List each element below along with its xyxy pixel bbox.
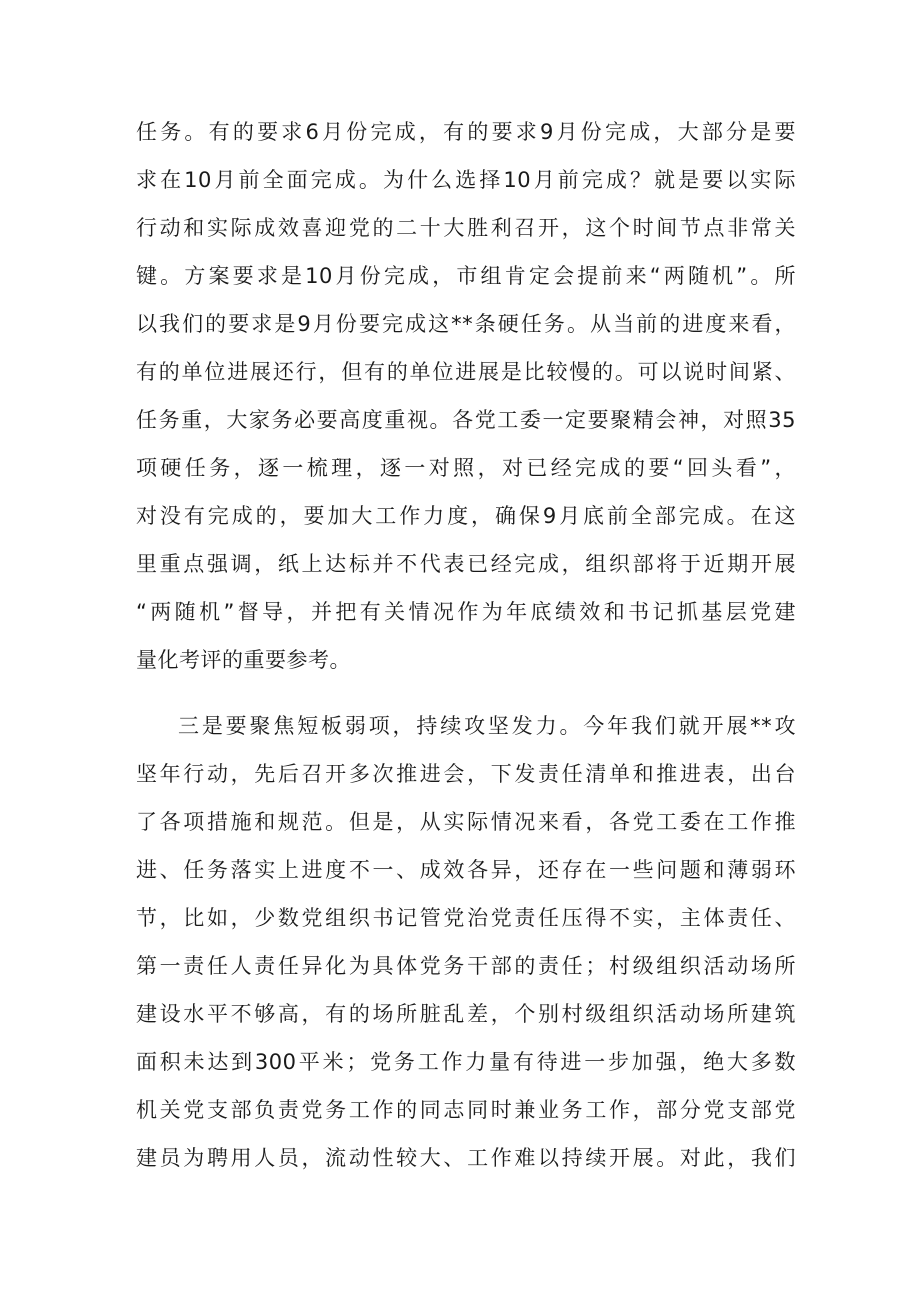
text-line: 以我们的要求是9月份要完成这**条硬任务。从当前的进度来看，: [136, 312, 796, 336]
text-line: 建设水平不够高，有的场所脏乱差，个别村级组织活动场所建筑: [136, 1002, 796, 1026]
text-line: 建员为聘用人员，流动性较大、工作难以持续开展。对此，我们: [136, 1146, 796, 1170]
text-line: “两随机”督导，并把有关情况作为年底绩效和书记抓基层党建: [136, 600, 796, 624]
text-line: 对没有完成的，要加大工作力度，确保9月底前全部完成。在这: [136, 504, 796, 528]
text-line: 节，比如，少数党组织书记管党治党责任压得不实，主体责任、: [136, 906, 796, 930]
text-line: 了各项措施和规范。但是，从实际情况来看，各党工委在工作推: [136, 810, 796, 834]
text-line: 有的单位进展还行，但有的单位进展是比较慢的。可以说时间紧、: [136, 360, 796, 384]
text-line: 第一责任人责任异化为具体党务干部的责任；村级组织活动场所: [136, 954, 796, 978]
text-line: 机关党支部负责党务工作的同志同时兼业务工作，部分党支部党: [136, 1098, 796, 1122]
text-line: 任务。有的要求6月份完成，有的要求9月份完成，大部分是要: [136, 120, 796, 144]
text-line: 进、任务落实上进度不一、成效各异，还存在一些问题和薄弱环: [136, 858, 796, 882]
text-line: 项硬任务，逐一梳理，逐一对照，对已经完成的要“回头看”，: [136, 456, 796, 480]
text-line: 坚年行动，先后召开多次推进会，下发责任清单和推进表，出台: [136, 762, 796, 786]
paragraph-1: [136, 108, 796, 684]
text-line: 行动和实际成效喜迎党的二十大胜利召开，这个时间节点非常关: [136, 216, 796, 240]
text-line: 任务重，大家务必要高度重视。各党工委一定要聚精会神，对照35: [136, 408, 796, 432]
text-line: 里重点强调，纸上达标并不代表已经完成，组织部将于近期开展: [136, 552, 796, 576]
text-line: 求在10月前全面完成。为什么选择10月前完成？就是要以实际: [136, 168, 796, 192]
paragraph-2: [136, 702, 796, 1182]
text-line: 键。方案要求是10月份完成，市组肯定会提前来“两随机”。所: [136, 264, 796, 288]
text-line: 三是要聚焦短板弱项，持续攻坚发力。今年我们就开展**攻: [178, 714, 796, 738]
text-line: 量化考评的重要参考。: [136, 648, 351, 672]
text-line: 面积未达到300平米；党务工作力量有待进一步加强，绝大多数: [136, 1050, 796, 1074]
